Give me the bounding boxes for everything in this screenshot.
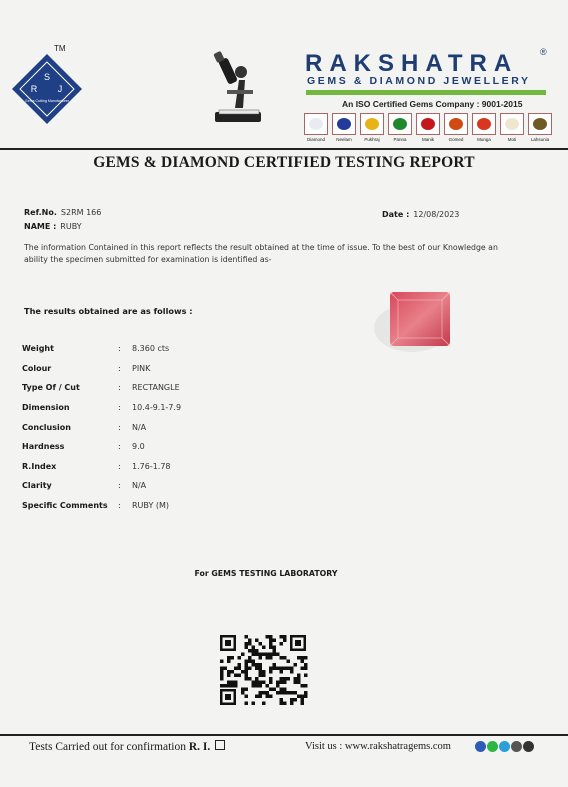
property-row bbox=[22, 437, 181, 457]
ri-checkbox[interactable] bbox=[215, 740, 225, 750]
gem-label: Diamond bbox=[306, 137, 325, 142]
microscope-icon bbox=[205, 50, 267, 126]
trademark-mark: TM bbox=[54, 44, 66, 53]
gem-stone-icon bbox=[393, 118, 407, 130]
name-line bbox=[24, 216, 82, 234]
property-row bbox=[22, 457, 181, 477]
gem-box bbox=[304, 113, 328, 135]
gem-stone-icon bbox=[505, 118, 519, 130]
property-value: N/A bbox=[132, 481, 147, 491]
logo-text: Gems Cutting Manufacturer bbox=[24, 99, 70, 103]
property-row bbox=[22, 339, 181, 359]
gem-swatch bbox=[528, 113, 552, 142]
ref-value: S2RM 166 bbox=[60, 208, 102, 217]
property-key: Weight bbox=[22, 344, 54, 354]
name-label: NAME : bbox=[24, 222, 57, 231]
gem-stone-icon bbox=[477, 118, 491, 130]
property-key: Colour bbox=[22, 363, 52, 373]
website-line: Visit us : www.rakshatragems.com bbox=[305, 741, 451, 752]
property-key: Hardness bbox=[22, 442, 65, 452]
gem-stone-icon bbox=[449, 118, 463, 130]
gem-stone-icon bbox=[421, 118, 435, 130]
logo-letter: S bbox=[43, 72, 51, 82]
gem-swatch bbox=[444, 113, 468, 142]
gem-label: Manik bbox=[421, 137, 434, 142]
date-line bbox=[382, 204, 459, 222]
logo-letter: J bbox=[57, 84, 63, 94]
gem-label: Panna bbox=[393, 137, 407, 142]
gem-stone-icon bbox=[365, 118, 379, 130]
instagram-icon[interactable] bbox=[523, 741, 534, 752]
gem-box bbox=[332, 113, 356, 135]
gem-label: Moti bbox=[507, 137, 517, 142]
brand-underline bbox=[306, 90, 546, 95]
gem-label: Gomed bbox=[448, 137, 464, 142]
property-row bbox=[22, 378, 181, 398]
property-colon: : bbox=[118, 461, 121, 471]
gem-label: Pukhraj bbox=[364, 137, 380, 142]
gem-swatch bbox=[388, 113, 412, 142]
name-value: RUBY bbox=[60, 222, 82, 231]
gem-label: Lahsunia bbox=[530, 137, 550, 142]
iso-text: An ISO Certified Gems Company : 9001-2015 bbox=[342, 99, 523, 109]
gem-stone-icon bbox=[533, 118, 547, 130]
property-row bbox=[22, 417, 181, 437]
logo-letter: R bbox=[30, 84, 38, 94]
brand-tagline: GEMS & DIAMOND JEWELLERY bbox=[307, 75, 531, 87]
property-value: PINK bbox=[132, 363, 151, 373]
property-colon: : bbox=[118, 481, 121, 491]
property-value: 8.360 cts bbox=[132, 344, 170, 354]
youtube-icon[interactable] bbox=[511, 741, 522, 752]
gem-box bbox=[388, 113, 412, 135]
gem-swatch bbox=[416, 113, 440, 142]
property-value: 1.76-1.78 bbox=[132, 461, 171, 471]
tests-line bbox=[29, 740, 225, 753]
date-label: Date : bbox=[382, 210, 410, 219]
intro-paragraph: The information Contained in this report reflects the result obtained at the time of issue. To the best of our Knowledge an ability the specimen submitted for examination is identified as- bbox=[24, 243, 498, 264]
gem-stone-icon bbox=[309, 118, 323, 130]
gem-box bbox=[472, 113, 496, 135]
footer-divider bbox=[0, 734, 568, 736]
facebook-icon[interactable] bbox=[475, 741, 486, 752]
ri-label: R. I. bbox=[188, 741, 211, 753]
ref-label: Ref.No. bbox=[24, 208, 57, 217]
property-value: RUBY (M) bbox=[132, 501, 170, 511]
gem-box bbox=[360, 113, 384, 135]
header-divider bbox=[0, 148, 568, 150]
property-key: Dimension bbox=[22, 403, 70, 413]
property-colon: : bbox=[118, 501, 121, 511]
property-key: Specific Comments bbox=[22, 501, 108, 511]
lab-line: For GEMS TESTING LABORATORY bbox=[194, 569, 338, 578]
property-value: 9.0 bbox=[132, 442, 145, 452]
property-colon: : bbox=[118, 383, 121, 393]
property-value: N/A bbox=[132, 422, 147, 432]
gem-box bbox=[500, 113, 524, 135]
property-value: 10.4-9.1-7.9 bbox=[132, 403, 182, 413]
telegram-icon[interactable] bbox=[499, 741, 510, 752]
qr-code bbox=[218, 633, 308, 707]
gem-swatch bbox=[332, 113, 356, 142]
property-row bbox=[22, 476, 181, 496]
whatsapp-icon[interactable] bbox=[487, 741, 498, 752]
properties-table bbox=[22, 339, 181, 515]
gem-label: Neelam bbox=[336, 137, 352, 142]
gem-swatch bbox=[472, 113, 496, 142]
property-key: Type Of / Cut bbox=[22, 383, 80, 393]
property-colon: : bbox=[118, 442, 121, 452]
gem-box bbox=[528, 113, 552, 135]
property-value: RECTANGLE bbox=[132, 383, 180, 393]
property-colon: : bbox=[118, 363, 121, 373]
gem-swatch bbox=[500, 113, 524, 142]
gem-stone-icon bbox=[337, 118, 351, 130]
tests-text: Tests Carried out for confirmation bbox=[29, 741, 186, 753]
srj-logo bbox=[10, 52, 84, 126]
property-colon: : bbox=[118, 344, 121, 354]
gem-label: Munga bbox=[477, 137, 491, 142]
property-colon: : bbox=[118, 422, 121, 432]
property-key: Conclusion bbox=[22, 422, 71, 432]
date-value: 12/08/2023 bbox=[413, 210, 460, 219]
property-row bbox=[22, 359, 181, 379]
gemstone-row bbox=[304, 113, 552, 142]
results-heading: The results obtained are as follows : bbox=[24, 306, 193, 316]
social-icons bbox=[475, 741, 534, 752]
brand-name: RAKSHATRA bbox=[305, 50, 519, 77]
gem-box bbox=[416, 113, 440, 135]
report-title: GEMS & DIAMOND CERTIFIED TESTING REPORT bbox=[93, 154, 475, 171]
property-row bbox=[22, 398, 181, 418]
gem-swatch bbox=[304, 113, 328, 142]
property-colon: : bbox=[118, 403, 121, 413]
registered-mark: ® bbox=[540, 47, 547, 57]
ruby-gem-photo bbox=[372, 288, 454, 354]
property-row bbox=[22, 496, 181, 516]
gem-swatch bbox=[360, 113, 384, 142]
gem-box bbox=[444, 113, 468, 135]
property-key: R.Index bbox=[22, 461, 57, 471]
property-key: Clarity bbox=[22, 481, 52, 491]
